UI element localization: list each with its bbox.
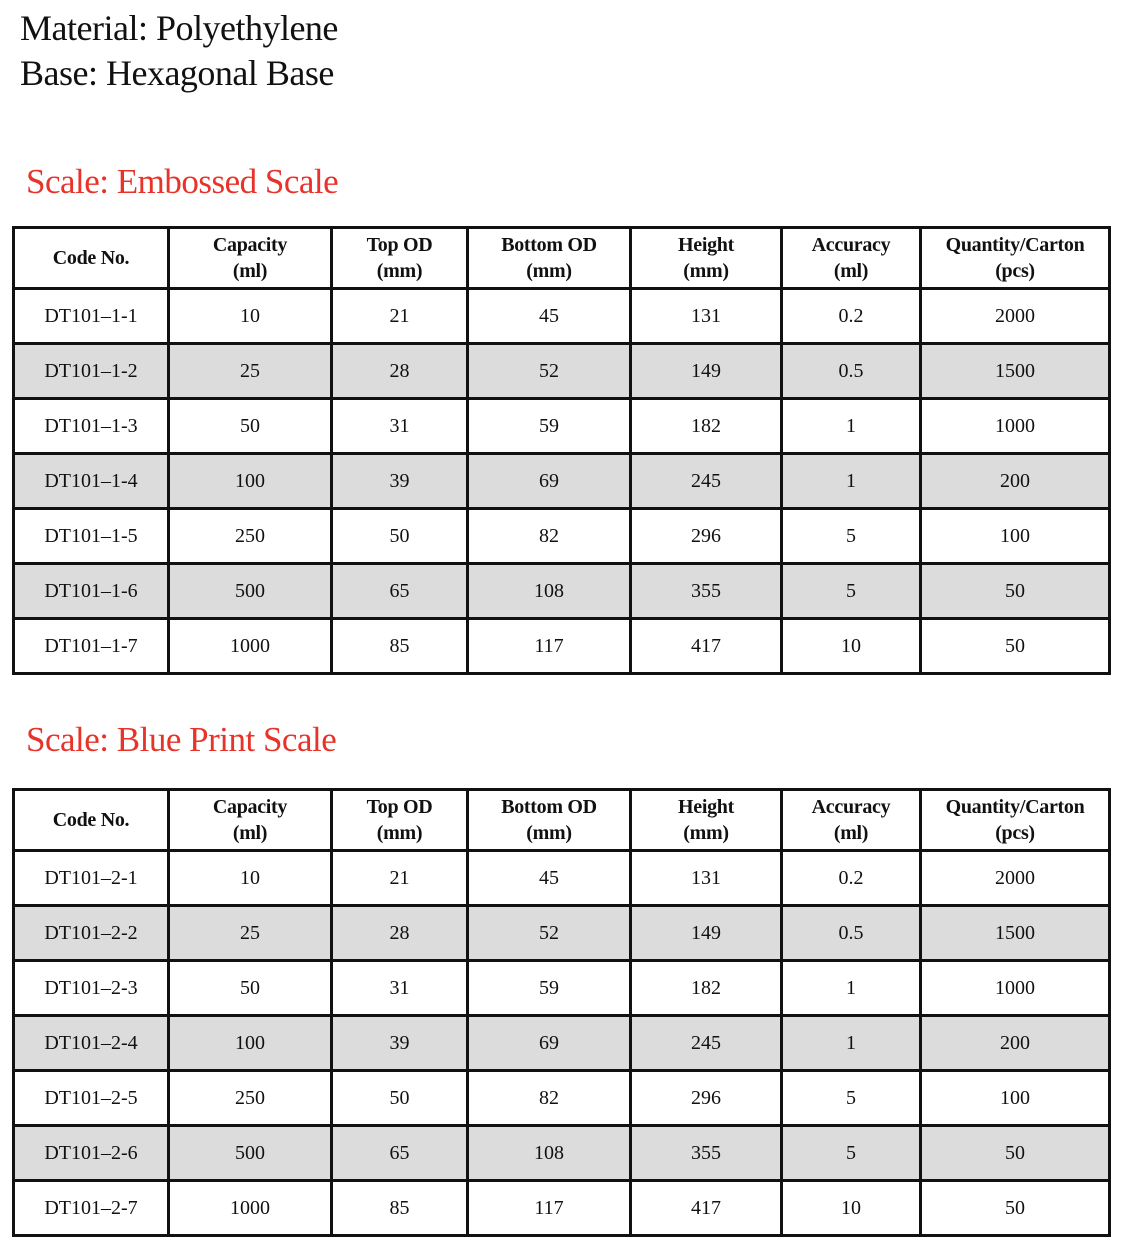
table-cell: 82 <box>468 509 631 564</box>
column-header-unit: (pcs) <box>995 260 1035 282</box>
material-line: Material: Polyethylene <box>20 8 338 48</box>
column-header-unit: (ml) <box>833 822 869 844</box>
column-header-label: Capacity <box>212 796 288 818</box>
table-cell: 45 <box>468 289 631 344</box>
column-header <box>782 790 921 851</box>
column-header <box>169 790 332 851</box>
column-header <box>921 228 1110 289</box>
table-cell: 39 <box>332 454 468 509</box>
table-cell: DT101–2-2 <box>14 906 169 961</box>
table-cell: DT101–1-1 <box>14 289 169 344</box>
spec-table-embossed <box>12 226 1111 675</box>
column-header-label: Height <box>678 234 734 256</box>
table-cell: 50 <box>332 1071 468 1126</box>
table-cell: 355 <box>631 1126 782 1181</box>
column-header-label: Bottom OD <box>501 234 597 256</box>
table-cell: DT101–2-6 <box>14 1126 169 1181</box>
table-cell: 1500 <box>921 906 1110 961</box>
table-row <box>14 1016 1110 1071</box>
column-header-unit: (pcs) <box>995 822 1035 844</box>
table-cell: 50 <box>332 509 468 564</box>
column-header <box>332 790 468 851</box>
table-row <box>14 851 1110 906</box>
table-cell: 10 <box>782 619 921 674</box>
column-header <box>631 790 782 851</box>
table-cell: 131 <box>631 851 782 906</box>
column-header <box>468 790 631 851</box>
table-row <box>14 906 1110 961</box>
table-cell: 10 <box>782 1181 921 1236</box>
table-row <box>14 619 1110 674</box>
table-cell: 59 <box>468 399 631 454</box>
column-header <box>921 790 1110 851</box>
table-cell: 2000 <box>921 851 1110 906</box>
column-header <box>782 228 921 289</box>
table-cell: 82 <box>468 1071 631 1126</box>
table-cell: 25 <box>169 344 332 399</box>
table-cell: 5 <box>782 509 921 564</box>
table-row <box>14 509 1110 564</box>
table-cell: DT101–1-2 <box>14 344 169 399</box>
table-cell: 0.2 <box>782 851 921 906</box>
table-cell: DT101–1-3 <box>14 399 169 454</box>
table-cell: DT101–1-7 <box>14 619 169 674</box>
table-cell: 245 <box>631 1016 782 1071</box>
column-header-unit: (mm) <box>683 822 729 844</box>
table-cell: 182 <box>631 961 782 1016</box>
table-cell: 149 <box>631 344 782 399</box>
column-header <box>14 790 169 851</box>
table-cell: 2000 <box>921 289 1110 344</box>
column-header-unit: (ml) <box>833 260 869 282</box>
column-header-unit: (mm) <box>376 260 423 282</box>
table-cell: 85 <box>332 1181 468 1236</box>
table-cell: 0.5 <box>782 906 921 961</box>
column-header <box>169 228 332 289</box>
table-cell: 131 <box>631 289 782 344</box>
column-header <box>332 228 468 289</box>
column-header-label: Accuracy <box>811 796 891 818</box>
column-header-label: Code No. <box>52 247 130 269</box>
table-row <box>14 399 1110 454</box>
base-line: Base: Hexagonal Base <box>20 53 334 93</box>
table-cell: 50 <box>921 1181 1110 1236</box>
table-cell: 0.5 <box>782 344 921 399</box>
table-cell: DT101–1-5 <box>14 509 169 564</box>
header-row <box>14 790 1110 851</box>
column-header-label: Top OD <box>366 234 433 256</box>
column-header-label: Code No. <box>52 809 130 831</box>
table-cell: 1000 <box>169 619 332 674</box>
table-cell: 10 <box>169 289 332 344</box>
table-cell: 500 <box>169 564 332 619</box>
table-cell: 50 <box>169 399 332 454</box>
table-cell: 296 <box>631 509 782 564</box>
table-cell: 100 <box>921 1071 1110 1126</box>
table-cell: 149 <box>631 906 782 961</box>
table-cell: 100 <box>169 454 332 509</box>
section-title-embossed: Scale: Embossed Scale <box>26 162 339 201</box>
table-cell: 21 <box>332 289 468 344</box>
table-cell: 500 <box>169 1126 332 1181</box>
table-cell: 1000 <box>169 1181 332 1236</box>
column-header-unit: (mm) <box>526 260 572 282</box>
table-cell: 108 <box>468 1126 631 1181</box>
table-cell: DT101–1-4 <box>14 454 169 509</box>
table-cell: 1000 <box>921 399 1110 454</box>
table-cell: 245 <box>631 454 782 509</box>
table-cell: 31 <box>332 961 468 1016</box>
table-row <box>14 344 1110 399</box>
column-header-unit: (ml) <box>232 260 268 282</box>
table-cell: 417 <box>631 1181 782 1236</box>
table-cell: 50 <box>921 619 1110 674</box>
column-header-label: Bottom OD <box>501 796 597 818</box>
column-header-label: Quantity/Carton <box>945 796 1085 818</box>
table-cell: 200 <box>921 1016 1110 1071</box>
table-cell: DT101–1-6 <box>14 564 169 619</box>
table-cell: DT101–2-5 <box>14 1071 169 1126</box>
table-row <box>14 961 1110 1016</box>
table-cell: 52 <box>468 906 631 961</box>
column-header-label: Capacity <box>212 234 288 256</box>
table-cell: DT101–2-7 <box>14 1181 169 1236</box>
column-header <box>468 228 631 289</box>
table-cell: 65 <box>332 564 468 619</box>
table-cell: 52 <box>468 344 631 399</box>
column-header-label: Height <box>678 796 734 818</box>
table-cell: 296 <box>631 1071 782 1126</box>
table-row <box>14 454 1110 509</box>
table-cell: 417 <box>631 619 782 674</box>
table-cell: DT101–2-3 <box>14 961 169 1016</box>
table-cell: 50 <box>921 1126 1110 1181</box>
column-header <box>631 228 782 289</box>
table-cell: 21 <box>332 851 468 906</box>
column-header-unit: (mm) <box>376 822 423 844</box>
column-header-unit: (ml) <box>232 822 268 844</box>
table-cell: 355 <box>631 564 782 619</box>
table-cell: 5 <box>782 564 921 619</box>
table-cell: 182 <box>631 399 782 454</box>
table-cell: 5 <box>782 1071 921 1126</box>
table-cell: 250 <box>169 509 332 564</box>
table-cell: 200 <box>921 454 1110 509</box>
table-cell: 117 <box>468 1181 631 1236</box>
table-cell: 31 <box>332 399 468 454</box>
table-cell: 50 <box>921 564 1110 619</box>
table-row <box>14 564 1110 619</box>
table-cell: DT101–2-1 <box>14 851 169 906</box>
table-cell: 45 <box>468 851 631 906</box>
table-cell: 25 <box>169 906 332 961</box>
table-cell: 50 <box>169 961 332 1016</box>
column-header-unit: (mm) <box>526 822 572 844</box>
spec-table-blue-print <box>12 788 1111 1237</box>
table-cell: 1500 <box>921 344 1110 399</box>
column-header-label: Top OD <box>366 796 433 818</box>
column-header-label: Quantity/Carton <box>945 234 1085 256</box>
header-row <box>14 228 1110 289</box>
table-cell: 59 <box>468 961 631 1016</box>
table-cell: 10 <box>169 851 332 906</box>
table-cell: 117 <box>468 619 631 674</box>
table-cell: 85 <box>332 619 468 674</box>
table-cell: 1 <box>782 454 921 509</box>
table-cell: 69 <box>468 1016 631 1071</box>
table-cell: 1 <box>782 961 921 1016</box>
table-cell: 100 <box>921 509 1110 564</box>
table-cell: DT101–2-4 <box>14 1016 169 1071</box>
section-title-blue-print: Scale: Blue Print Scale <box>26 720 337 759</box>
table-row <box>14 1181 1110 1236</box>
table-cell: 1 <box>782 399 921 454</box>
table-cell: 5 <box>782 1126 921 1181</box>
table-cell: 1 <box>782 1016 921 1071</box>
column-header-unit: (mm) <box>683 260 729 282</box>
table-cell: 250 <box>169 1071 332 1126</box>
table-cell: 28 <box>332 906 468 961</box>
table-row <box>14 1126 1110 1181</box>
column-header-label: Accuracy <box>811 234 891 256</box>
table-row <box>14 1071 1110 1126</box>
column-header <box>14 228 169 289</box>
table-cell: 0.2 <box>782 289 921 344</box>
table-cell: 1000 <box>921 961 1110 1016</box>
table-cell: 39 <box>332 1016 468 1071</box>
table-cell: 69 <box>468 454 631 509</box>
table-row <box>14 289 1110 344</box>
table-cell: 108 <box>468 564 631 619</box>
table-cell: 28 <box>332 344 468 399</box>
table-cell: 65 <box>332 1126 468 1181</box>
table-cell: 100 <box>169 1016 332 1071</box>
